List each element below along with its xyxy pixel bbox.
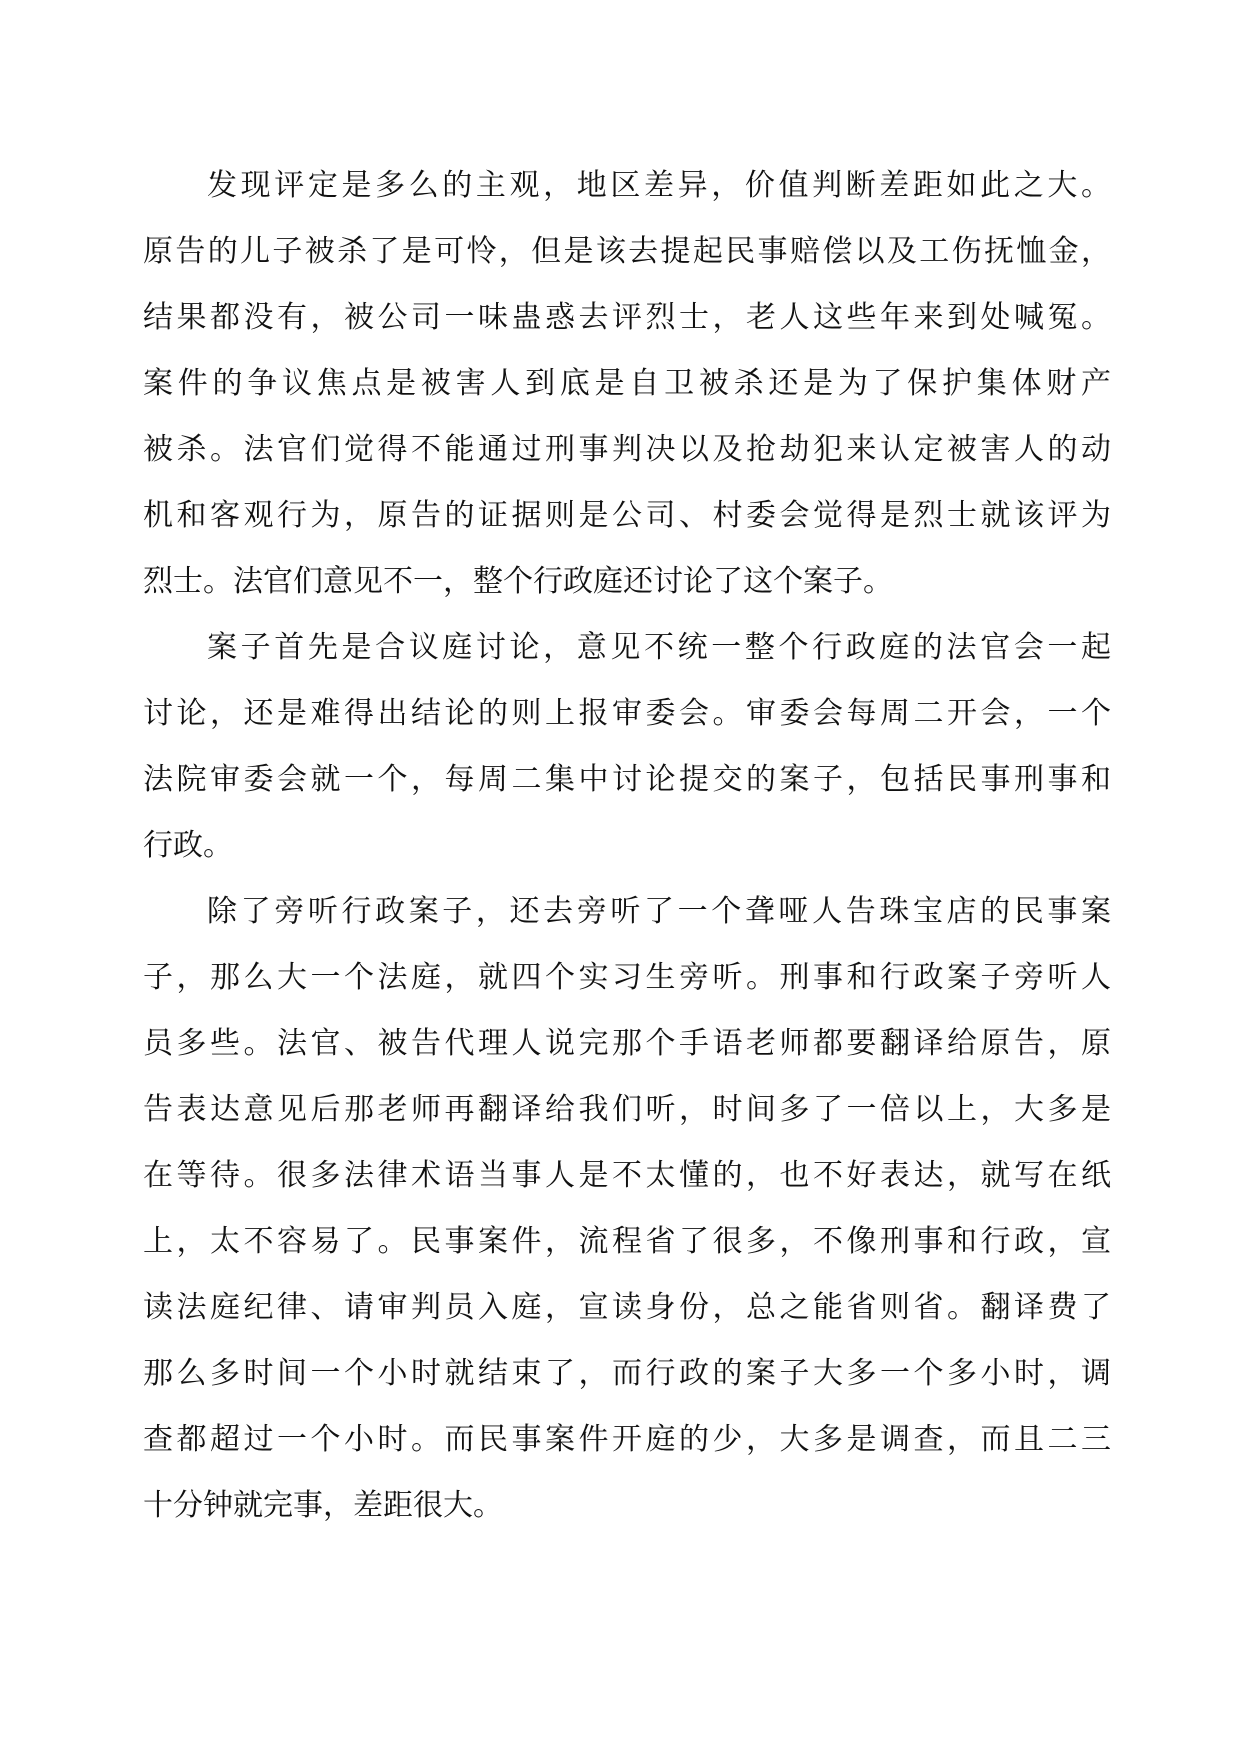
text-line: 十分钟就完事，差距很大。 [143,1488,503,1523]
paragraph-3 [143,879,1111,1539]
text-line: 烈士。法官们意见不一，整个行政庭还讨论了这个案子。 [143,564,893,599]
text-line: 读法庭纪律、请审判员入庭，宣读身份，总之能省则省。翻译费了 [143,1290,1111,1325]
text-line: 法院审委会就一个，每周二集中讨论提交的案子，包括民事刑事和 [143,762,1111,797]
text-line: 案子首先是合议庭讨论，意见不统一整个行政庭的法官会一起 [207,630,1111,665]
text-line: 机和客观行为，原告的证据则是公司、村委会觉得是烈士就该评为 [143,498,1111,533]
text-line: 讨论，还是难得出结论的则上报审委会。审委会每周二开会，一个 [143,696,1111,731]
text-line: 行政。 [143,828,233,863]
text-line: 在等待。很多法律术语当事人是不太懂的，也不好表达，就写在纸 [143,1158,1111,1193]
body-text [143,153,1111,1539]
paragraph-1 [143,153,1111,615]
text-line: 案件的争议焦点是被害人到底是自卫被杀还是为了保护集体财产 [143,366,1111,401]
text-line: 上，太不容易了。民事案件，流程省了很多，不像刑事和行政，宣 [143,1224,1111,1259]
text-line: 告表达意见后那老师再翻译给我们听，时间多了一倍以上，大多是 [143,1092,1111,1127]
text-line: 查都超过一个小时。而民事案件开庭的少，大多是调查，而且二三 [143,1422,1111,1457]
text-line: 结果都没有，被公司一味蛊惑去评烈士，老人这些年来到处喊冤。 [143,300,1111,335]
text-line: 被杀。法官们觉得不能通过刑事判决以及抢劫犯来认定被害人的动 [143,432,1111,467]
paragraph-2 [143,615,1111,879]
text-line: 除了旁听行政案子，还去旁听了一个聋哑人告珠宝店的民事案 [207,894,1111,929]
text-line: 那么多时间一个小时就结束了，而行政的案子大多一个多小时，调 [143,1356,1111,1391]
text-line: 员多些。法官、被告代理人说完那个手语老师都要翻译给原告，原 [143,1026,1111,1061]
text-line: 原告的儿子被杀了是可怜，但是该去提起民事赔偿以及工伤抚恤金， [143,234,1111,269]
text-line: 子，那么大一个法庭，就四个实习生旁听。刑事和行政案子旁听人 [143,960,1111,995]
text-line: 发现评定是多么的主观，地区差异，价值判断差距如此之大。 [207,168,1111,203]
